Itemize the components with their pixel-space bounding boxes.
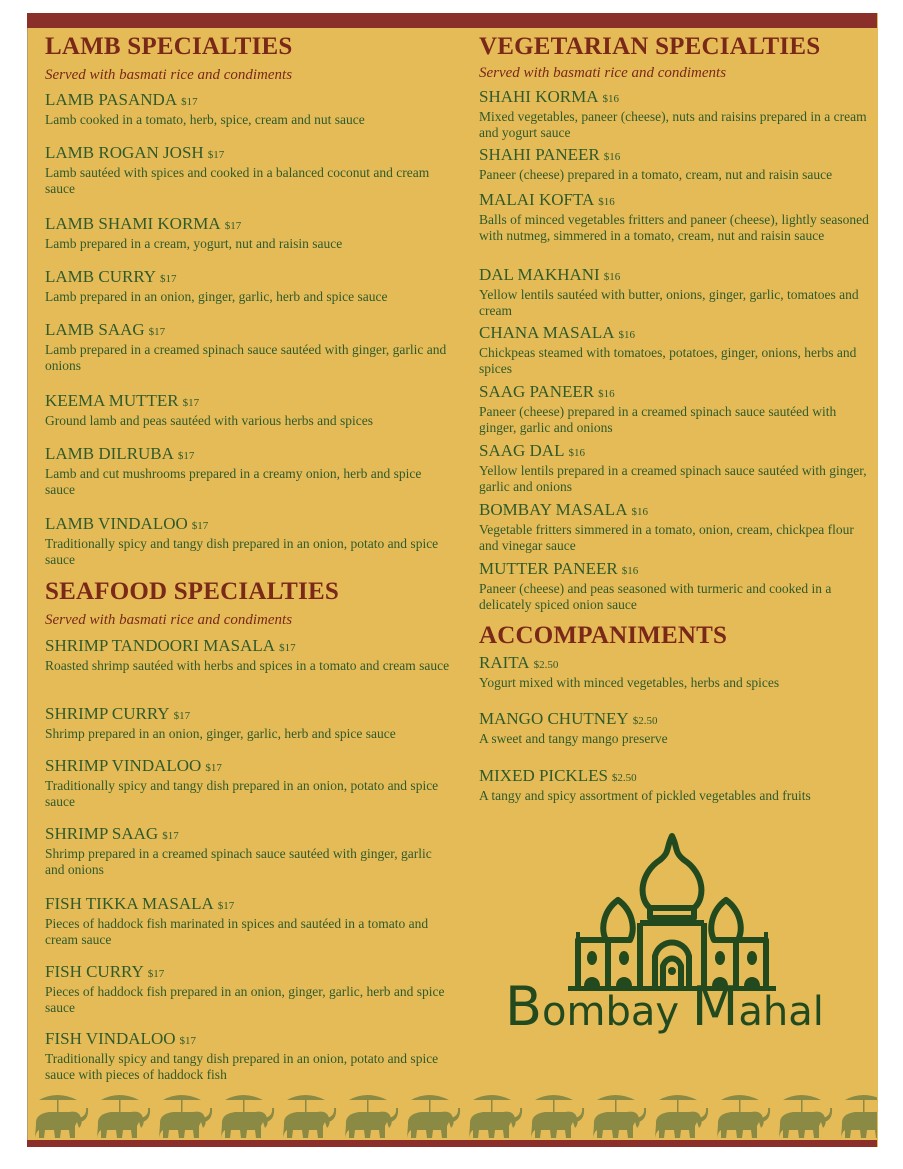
menu-item bbox=[45, 444, 450, 498]
elephant-with-umbrella-icon bbox=[337, 1088, 399, 1140]
menu-item bbox=[45, 1029, 450, 1083]
item-price: $16 bbox=[621, 565, 639, 577]
item-description: Paneer (cheese) prepared in a tomato, cream, nut and raisin sauce bbox=[479, 167, 833, 182]
item-description: Lamb and cut mushrooms prepared in a creamy onion, herb and spice sauce bbox=[45, 466, 422, 497]
item-price: $17 bbox=[205, 762, 222, 774]
item-price: $16 bbox=[631, 506, 648, 518]
item-name: LAMB DILRUBA bbox=[45, 444, 174, 463]
item-name: LAMB SAAG bbox=[45, 320, 145, 339]
item-description: Lamb prepared in an onion, ginger, garlic, herb and spice sauce bbox=[45, 289, 388, 304]
item-description: Pieces of haddock fish prepared in an onion, ginger, garlic, herb and spice sauce bbox=[45, 984, 445, 1015]
item-name: MIXED PICKLES bbox=[479, 766, 608, 785]
item-name: KEEMA MUTTER bbox=[45, 391, 179, 410]
item-price: $17 bbox=[160, 273, 177, 285]
item-description: A tangy and spicy assortment of pickled vegetables and fruits bbox=[479, 788, 811, 803]
item-name: SHRIMP VINDALOO bbox=[45, 756, 202, 775]
logo-letter-b: B bbox=[505, 975, 543, 1038]
item-price: $17 bbox=[177, 450, 195, 462]
item-price: $17 bbox=[162, 830, 179, 842]
item-price: $17 bbox=[191, 520, 209, 532]
item-name: LAMB PASANDA bbox=[45, 90, 178, 109]
elephant-with-umbrella-icon bbox=[461, 1088, 523, 1140]
menu-item bbox=[45, 636, 450, 674]
item-name: RAITA bbox=[479, 653, 530, 672]
menu-item bbox=[45, 894, 450, 948]
item-name: MUTTER PANEER bbox=[479, 559, 618, 578]
menu-item bbox=[479, 145, 874, 183]
elephant-with-umbrella-icon bbox=[27, 1088, 89, 1140]
menu-item bbox=[45, 704, 450, 742]
item-name: MANGO CHUTNEY bbox=[479, 709, 629, 728]
item-description: Vegetable fritters simmered in a tomato, onion, cream, chickpea flour and vinegar sauce bbox=[479, 522, 854, 553]
menu-item bbox=[479, 190, 874, 244]
elephant-with-umbrella-icon bbox=[709, 1088, 771, 1140]
menu-item bbox=[479, 766, 874, 804]
item-description: Paneer (cheese) and peas seasoned with turmeric and cooked in a delicately spiced onion sauce bbox=[479, 581, 832, 612]
elephant-with-umbrella-icon bbox=[771, 1088, 833, 1140]
elephant-with-umbrella-icon bbox=[585, 1088, 647, 1140]
item-description: Shrimp prepared in a creamed spinach sauce sautéed with ginger, garlic and onions bbox=[45, 846, 432, 877]
item-description: Lamb prepared in a creamed spinach sauce sautéed with ginger, garlic and onions bbox=[45, 342, 447, 373]
bottom-border-bar bbox=[27, 1140, 877, 1147]
menu-item bbox=[479, 323, 874, 377]
item-name: SAAG DAL bbox=[479, 441, 565, 460]
item-price: $17 bbox=[279, 642, 296, 654]
item-price: $17 bbox=[179, 1035, 196, 1047]
item-price: $17 bbox=[207, 149, 225, 161]
item-name: MALAI KOFTA bbox=[479, 190, 595, 209]
item-description: Yellow lentils prepared in a creamed spinach sauce sautéed with ginger, garlic and onions bbox=[479, 463, 867, 494]
item-description: Yellow lentils sautéed with butter, onions, ginger, garlic, tomatoes and cream bbox=[479, 287, 859, 318]
menu-item bbox=[45, 824, 450, 878]
item-description: Lamb prepared in a cream, yogurt, nut and raisin sauce bbox=[45, 236, 343, 251]
menu-item bbox=[45, 214, 450, 252]
item-name: FISH VINDALOO bbox=[45, 1029, 176, 1048]
item-price: $16 bbox=[603, 151, 621, 163]
menu-item bbox=[45, 320, 450, 374]
item-description: Traditionally spicy and tangy dish prepared in an onion, potato and spice sauce with pieces of haddock fish bbox=[45, 1051, 439, 1082]
item-name: LAMB SHAMI KORMA bbox=[45, 214, 221, 233]
item-price: $16 bbox=[598, 196, 615, 208]
item-description: Shrimp prepared in an onion, ginger, garlic, herb and spice sauce bbox=[45, 726, 396, 741]
item-description: Paneer (cheese) prepared in a creamed spinach sauce sautéed with ginger, garlic and onions bbox=[479, 404, 837, 435]
item-name: SAAG PANEER bbox=[479, 382, 595, 401]
menu-item bbox=[45, 962, 450, 1016]
item-name: LAMB ROGAN JOSH bbox=[45, 143, 204, 162]
logo-text-part: ahal bbox=[738, 989, 824, 1035]
item-price: $2.50 bbox=[533, 659, 559, 671]
item-price: $16 bbox=[568, 447, 585, 459]
item-description: Traditionally spicy and tangy dish prepared in an onion, potato and spice sauce bbox=[45, 778, 439, 809]
item-name: SHRIMP CURRY bbox=[45, 704, 170, 723]
elephant-with-umbrella-icon bbox=[275, 1088, 337, 1140]
item-name: SHAHI KORMA bbox=[479, 87, 599, 106]
item-price: $16 bbox=[602, 93, 619, 105]
section-subtitle: Served with basmati rice and condiments bbox=[45, 67, 293, 83]
elephant-with-umbrella-icon bbox=[833, 1088, 877, 1140]
elephant-with-umbrella-icon bbox=[399, 1088, 461, 1140]
item-price: $2.50 bbox=[632, 715, 658, 727]
item-price: $17 bbox=[148, 326, 166, 338]
item-description: Balls of minced vegetables fritters and paneer (cheese), lightly seasoned with nutmeg, simmered in a tomato, cream, nut and raisin sauce bbox=[479, 212, 869, 243]
item-price: $16 bbox=[598, 388, 615, 400]
menu-item bbox=[479, 500, 874, 554]
logo-letter-m: M bbox=[691, 975, 739, 1038]
section-subtitle: Served with basmati rice and condiments bbox=[45, 612, 293, 628]
elephant-with-umbrella-icon bbox=[213, 1088, 275, 1140]
item-price: $17 bbox=[173, 710, 191, 722]
item-description: Lamb sautéed with spices and cooked in a balanced coconut and cream sauce bbox=[45, 165, 430, 196]
item-price: $17 bbox=[147, 968, 165, 980]
elephant-border bbox=[27, 1088, 877, 1140]
logo-text-part: ombay bbox=[542, 989, 692, 1035]
item-price: $16 bbox=[618, 329, 636, 341]
restaurant-name-logo bbox=[505, 975, 824, 1038]
menu-item bbox=[45, 143, 450, 197]
menu-item bbox=[45, 90, 450, 128]
item-description: Yogurt mixed with minced vegetables, herbs and spices bbox=[479, 675, 780, 690]
item-description: Lamb cooked in a tomato, herb, spice, cream and nut sauce bbox=[45, 112, 365, 127]
menu-item bbox=[45, 267, 450, 305]
menu-item bbox=[479, 441, 874, 495]
item-price: $17 bbox=[224, 220, 242, 232]
section-title-accompaniments: ACCOMPANIMENTS bbox=[479, 622, 728, 649]
item-price: $2.50 bbox=[611, 772, 637, 784]
menu-item bbox=[479, 653, 874, 691]
item-description: Roasted shrimp sautéed with herbs and spices in a tomato and cream sauce bbox=[45, 658, 450, 673]
item-price: $16 bbox=[603, 271, 621, 283]
menu-item bbox=[45, 514, 450, 568]
item-price: $17 bbox=[217, 900, 235, 912]
item-description: Pieces of haddock fish marinated in spices and sautéed in a tomato and cream sauce bbox=[45, 916, 429, 947]
top-border-bar bbox=[27, 13, 877, 28]
item-description: Mixed vegetables, paneer (cheese), nuts and raisins prepared in a cream and yogurt sauce bbox=[479, 109, 867, 140]
menu-item bbox=[479, 382, 874, 436]
item-description: A sweet and tangy mango preserve bbox=[479, 731, 668, 746]
menu-item bbox=[45, 756, 450, 810]
menu-item bbox=[45, 391, 450, 429]
item-description: Traditionally spicy and tangy dish prepared in an onion, potato and spice sauce bbox=[45, 536, 439, 567]
menu-item bbox=[479, 709, 874, 747]
item-description: Ground lamb and peas sautéed with various herbs and spices bbox=[45, 413, 374, 428]
elephant-with-umbrella-icon bbox=[151, 1088, 213, 1140]
item-name: FISH CURRY bbox=[45, 962, 144, 981]
item-price: $17 bbox=[182, 397, 200, 409]
elephant-with-umbrella-icon bbox=[523, 1088, 585, 1140]
menu-item bbox=[479, 87, 874, 141]
section-title-seafood: SEAFOOD SPECIALTIES bbox=[45, 578, 339, 605]
menu-item bbox=[479, 559, 874, 613]
item-name: DAL MAKHANI bbox=[479, 265, 600, 284]
elephant-with-umbrella-icon bbox=[647, 1088, 709, 1140]
menu-item bbox=[479, 265, 874, 319]
item-description: Chickpeas steamed with tomatoes, potatoes, ginger, onions, herbs and spices bbox=[479, 345, 857, 376]
item-name: LAMB VINDALOO bbox=[45, 514, 188, 533]
item-name: SHRIMP TANDOORI MASALA bbox=[45, 636, 276, 655]
elephant-with-umbrella-icon bbox=[89, 1088, 151, 1140]
item-name: SHRIMP SAAG bbox=[45, 824, 159, 843]
section-subtitle: Served with basmati rice and condiments bbox=[479, 65, 727, 81]
item-name: CHANA MASALA bbox=[479, 323, 615, 342]
item-name: SHAHI PANEER bbox=[479, 145, 600, 164]
item-price: $17 bbox=[181, 96, 198, 108]
item-name: BOMBAY MASALA bbox=[479, 500, 628, 519]
item-name: LAMB CURRY bbox=[45, 267, 156, 286]
section-title-vegetarian: VEGETARIAN SPECIALTIES bbox=[479, 33, 821, 60]
item-name: FISH TIKKA MASALA bbox=[45, 894, 214, 913]
section-title-lamb: LAMB SPECIALTIES bbox=[45, 33, 293, 60]
